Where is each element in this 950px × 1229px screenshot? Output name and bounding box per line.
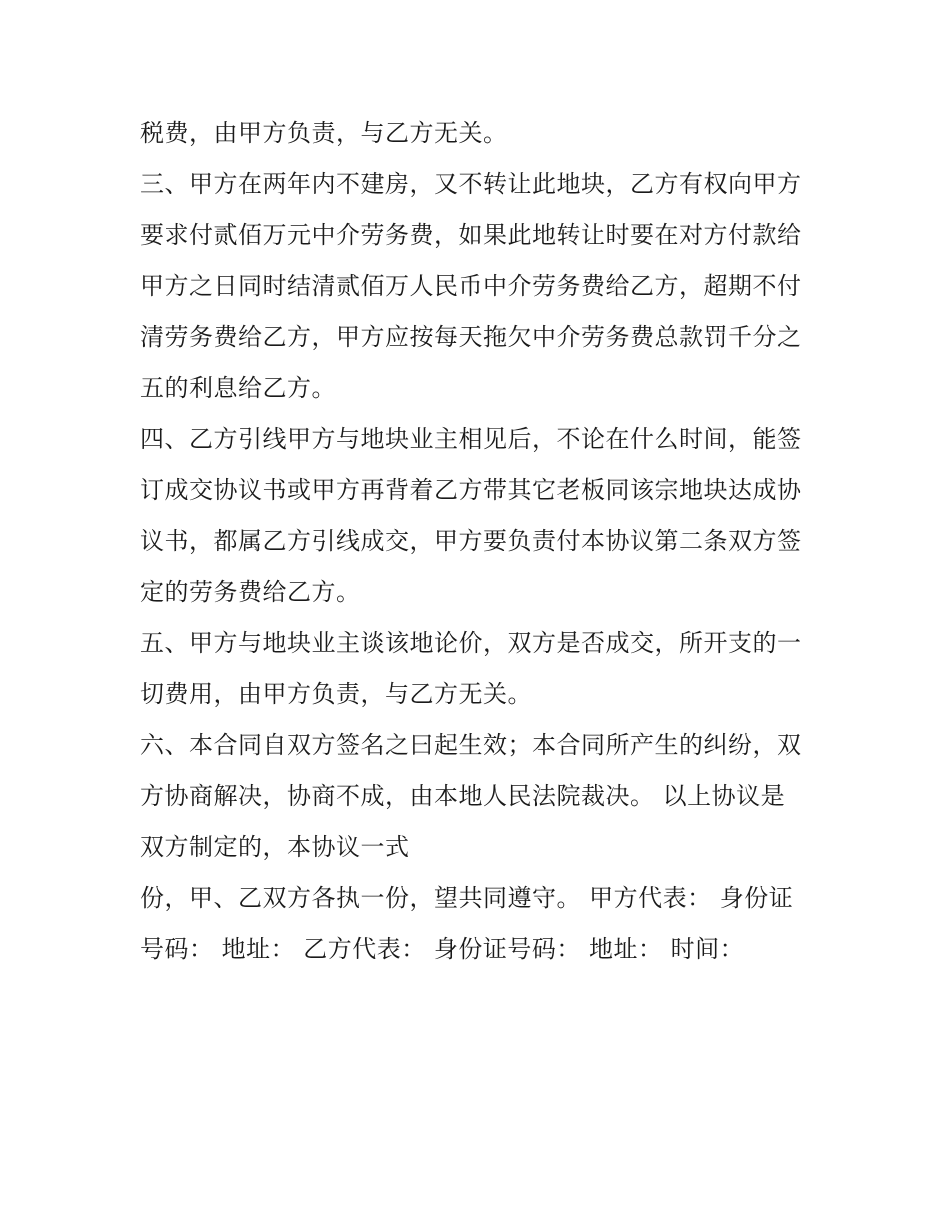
text-line-8: 订成交协议书或甲方再背着乙方带其它老板同该宗地块达成协	[140, 476, 802, 504]
text-line-14: 方协商解决，协商不成，由本地人民法院裁决。 以上协议是	[140, 782, 786, 810]
text-line-13: 六、本合同自双方签名之曰起生效；本合同所产生的纠纷，双	[140, 731, 802, 759]
text-line-9: 议书，都属乙方引线成交，甲方要负责付本协议第二条双方签	[140, 527, 802, 555]
text-line-3: 要求付贰佰万元中介劳务费，如果此地转让时要在对方付款给	[140, 221, 802, 249]
document-body	[140, 108, 820, 975]
text-line-2: 三、甲方在两年内不建房，又不转让此地块，乙方有权向甲方	[140, 170, 802, 198]
text-line-11: 五、甲方与地块业主谈该地论价，双方是否成交，所开支的一	[140, 629, 802, 657]
text-line-10: 定的劳务费给乙方。	[140, 578, 361, 606]
text-line-6: 五的利息给乙方。	[140, 374, 336, 402]
text-line-1: 税费，由甲方负责，与乙方无关。	[140, 119, 508, 147]
text-line-7: 四、乙方引线甲方与地块业主相见后，不论在什么时间，能签	[140, 425, 802, 453]
text-line-5: 清劳务费给乙方，甲方应按每天拖欠中介劳务费总款罚千分之	[140, 323, 802, 351]
text-line-12: 切费用，由甲方负责，与乙方无关。	[140, 680, 532, 708]
text-line-17: 号码： 地址： 乙方代表： 身份证号码： 地址： 时间：	[140, 935, 745, 963]
text-line-15: 双方制定的，本协议一式	[140, 833, 410, 861]
text-line-16: 份，甲、乙双方各执一份，望共同遵守。 甲方代表： 身份证	[140, 884, 794, 912]
text-line-4: 甲方之日同时结清贰佰万人民币中介劳务费给乙方，超期不付	[140, 272, 802, 300]
